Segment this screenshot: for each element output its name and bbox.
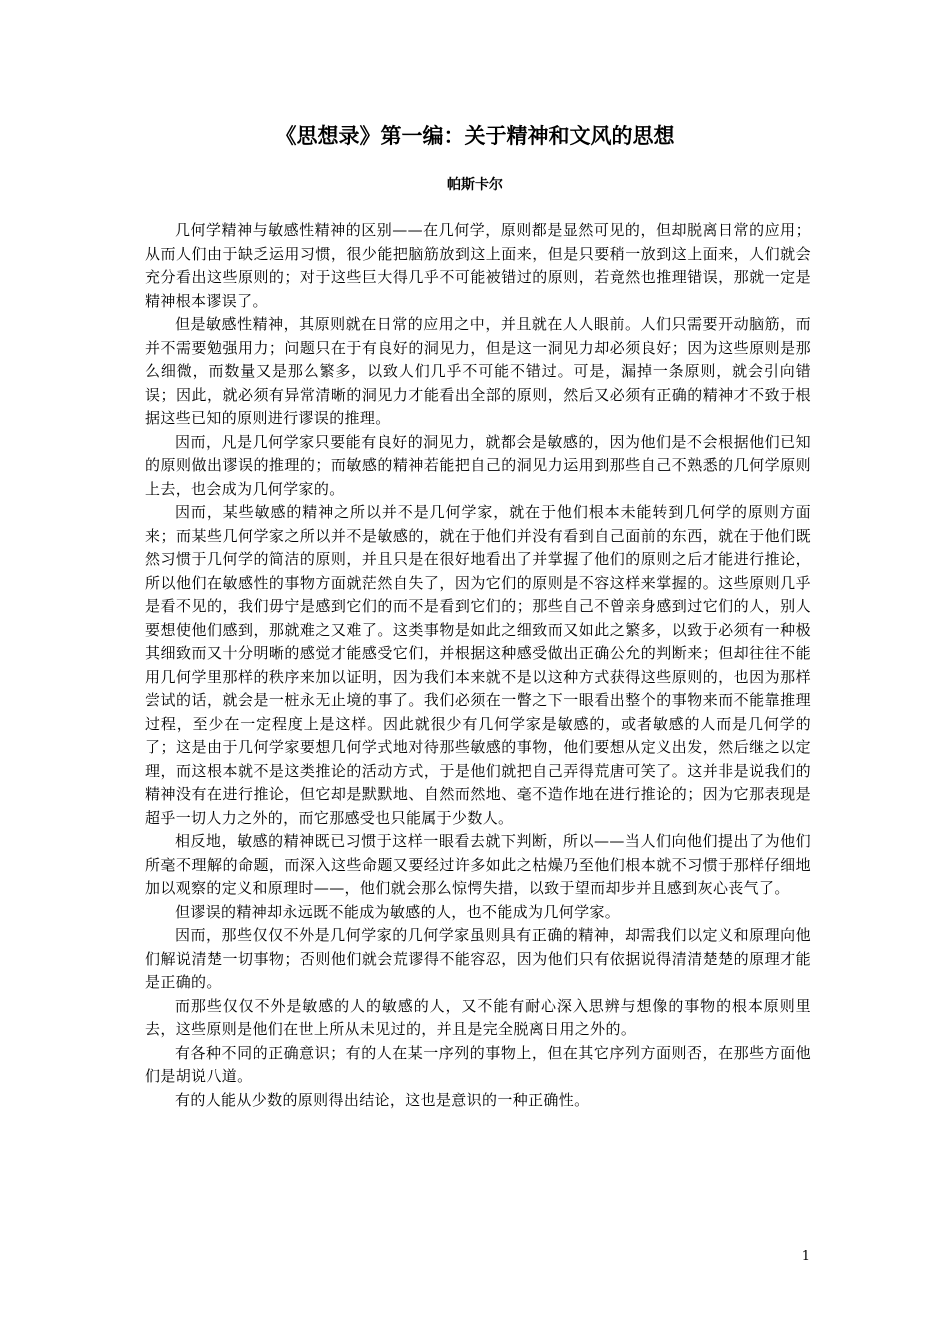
- paragraph-7: 因而，那些仅仅不外是几何学家的几何学家虽则具有正确的精神，却需我们以定义和原理向他们解说清楚一切事物；否则他们就会荒谬得不能容忍，因为他们只有依据说得清清楚楚的原理才能是正确的。: [145, 926, 811, 991]
- document-title: 《思想录》第一编：关于精神和文风的思想: [275, 124, 675, 148]
- paragraph-4: 因而，某些敏感的精神之所以并不是几何学家，就在于他们根本未能转到几何学的原则方面来；而某些几何学家之所以并不是敏感的，就在于他们并没有看到自己面前的东西，就在于他们既然习惯于几何学的简洁的原则，并且只是在很好地看出了并掌握了他们的原则之后才能进行推论，所以他们在敏感性的事物方面就茫然自失了，因为它们的原则是不容这样来掌握的。这些原则几乎是看不见的，我们毋宁是感到它们的而不是看到它们的；那些自己不曾亲身感到过它们的人，别人要想使他们感到，那就难之又难了。这类事物是如此之细致而又如此之繁多，以致于必须有一种极其细致而又十分明晰的感觉才能感受它们，并根据这种感受做出正确公允的判断来；但却往往不能用几何学里那样的秩序来加以证明，因为我们本来就不是以这种方式获得这些原则的，也因为那样尝试的话，就会是一桩永无止境的事了。我们必须在一瞥之下一眼看出整个的事物来而不能靠推理过程，至少在一定程度上是这样。因此就很少有几何学家是敏感的，或者敏感的人而是几何学的了；这是由于几何学家要想几何学式地对待那些敏感的事物，他们要想从定义出发，然后继之以定理，而这根本就不是这类推论的活动方式，于是他们就把自己弄得荒唐可笑了。这并非是说我们的精神没有在进行推论，但它却是默默地、自然而然地、毫不造作地在进行推论的；因为它那表现是超乎一切人力之外的，而它那感受也只能属于少数人。: [145, 503, 811, 827]
- author-name: 帕斯卡尔: [447, 177, 503, 193]
- paragraph-9: 有各种不同的正确意识；有的人在某一序列的事物上，但在其它序列方面则否，在那些方面他们是胡说八道。: [145, 1043, 811, 1085]
- paragraph-2: 但是敏感性精神，其原则就在日常的应用之中，并且就在人人眼前。人们只需要开动脑筋，而并不需要勉强用力；问题只在于有良好的洞见力，但是这一洞见力却必须良好；因为这些原则是那么细微，而数量又是那么繁多，以致人们几乎不可能不错过。可是，漏掉一条原则，就会引向错误；因此，就必须有异常清晰的洞见力才能看出全部的原则，然后又必须有正确的精神才不致于根据这些已知的原则进行谬误的推理。: [145, 315, 811, 427]
- paragraph-8: 而那些仅仅不外是敏感的人的敏感的人，又不能有耐心深入思辨与想像的事物的根本原则里去，这些原则是他们在世上所从未见过的，并且是完全脱离日用之外的。: [145, 996, 811, 1038]
- paragraph-6: 但谬误的精神却永远既不能成为敏感的人，也不能成为几何学家。: [175, 902, 621, 921]
- paragraph-10: 有的人能从少数的原则得出结论，这也是意识的一种正确性。: [175, 1090, 590, 1109]
- paragraph-5: 相反地，敏感的精神既已习惯于这样一眼看去就下判断，所以——当人们向他们提出了为他们所毫不理解的命题，而深入这些命题又要经过许多如此之枯燥乃至他们根本就不习惯于那样仔细地加以观察的定义和原理时——，他们就会那么惊愕失措，以致于望而却步并且感到灰心丧气了。: [145, 832, 811, 897]
- paragraph-1: 几何学精神与敏感性精神的区别——在几何学，原则都是显然可见的，但却脱离日常的应用；从而人们由于缺乏运用习惯，很少能把脑筋放到这上面来，但是只要稍一放到这上面来，人们就会充分看出这些原则的；对于这些巨大得几乎不可能被错过的原则，若竟然也推理错误，那就一定是精神根本谬误了。: [145, 221, 811, 310]
- body-text: [145, 219, 811, 1112]
- page-number: 1: [801, 1249, 810, 1264]
- paragraph-3: 因而，凡是几何学家只要能有良好的洞见力，就都会是敏感的，因为他们是不会根据他们已知的原则做出谬误的推理的；而敏感的精神若能把自己的洞见力运用到那些自己不熟悉的几何学原则上去，也会成为几何学家的。: [145, 432, 811, 498]
